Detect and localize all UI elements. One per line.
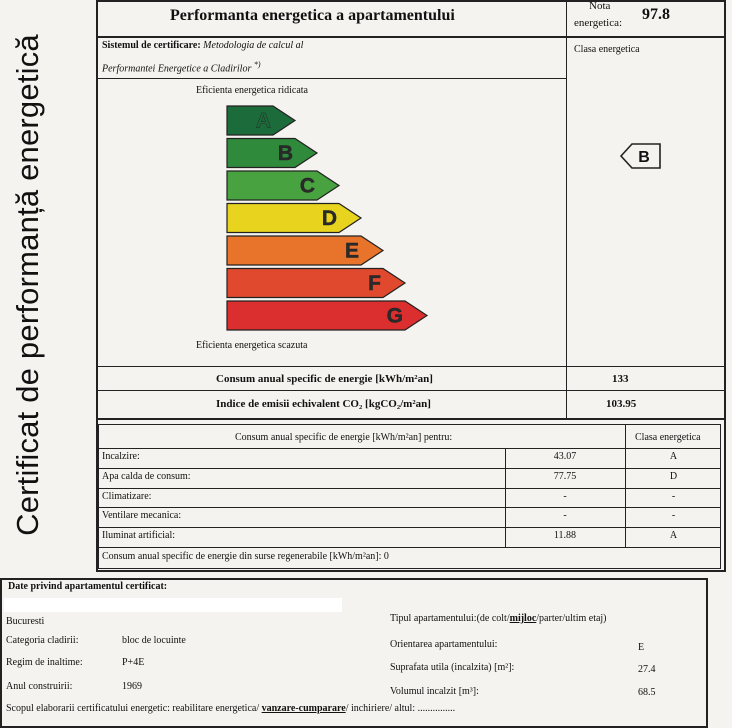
orientarea-value: E xyxy=(638,642,645,653)
system-text-1: Metodologia de calcul al xyxy=(203,40,304,51)
breakdown-row-line xyxy=(98,468,721,469)
breakdown-col-divider-1 xyxy=(505,448,506,547)
energy-bar-e xyxy=(227,236,383,265)
tip-selected: mijloc xyxy=(509,613,537,624)
breakdown-row-label: Ventilare mecanica: xyxy=(102,510,182,522)
scale-bottom-label: Eficienta energetica scazuta xyxy=(196,340,308,351)
breakdown-header-label: Consum anual specific de energie [kWh/m²an] pentru: xyxy=(235,432,453,443)
energy-bar-letter-c: C xyxy=(299,174,315,198)
regim-label: Regim de inaltime: xyxy=(6,657,83,668)
volumul-value: 68.5 xyxy=(638,687,656,698)
current-class-letter: B xyxy=(638,149,650,166)
system-line-1 xyxy=(102,40,303,51)
system-line-2 xyxy=(102,60,261,74)
redaction-bar xyxy=(4,598,342,612)
nota-value: 97.8 xyxy=(642,6,670,23)
categoria-label: Categoria cladirii: xyxy=(6,635,79,646)
regim-value: P+4E xyxy=(122,657,145,668)
breakdown-col-divider-2 xyxy=(625,424,626,547)
breakdown-row-value: - xyxy=(563,510,567,522)
breakdown-row-class: A xyxy=(669,530,678,542)
energy-bar-letter-e: E xyxy=(344,239,359,263)
breakdown-row-label: Incalzire: xyxy=(102,451,140,462)
breakdown-row-class: - xyxy=(671,510,676,522)
system-sup: *) xyxy=(253,60,261,69)
orientarea-label: Orientarea apartamentului: xyxy=(390,639,498,650)
breakdown-row-line xyxy=(98,448,721,449)
consum-label: Consum anual specific de energie [kWh/m²an] xyxy=(216,373,433,385)
suprafata-label: Suprafata utila (incalzita) [m²]: xyxy=(390,662,515,673)
city: Bucuresti xyxy=(6,616,45,627)
scop-selected: vanzare-cumparare xyxy=(261,703,346,714)
page-title: Performanta energetica a apartamentului xyxy=(170,7,455,24)
breakdown-row-value: 77.75 xyxy=(553,470,577,482)
volumul-label: Volumul incalzit [m³]: xyxy=(390,686,479,697)
breakdown-row-value: 43.07 xyxy=(553,451,577,462)
renewable-text: Consum anual specific de energie din surse regenerabile [kWh/m²an]: 0 xyxy=(102,551,389,562)
energy-bar-letter-g: G xyxy=(386,304,403,328)
scop-line xyxy=(6,703,455,714)
tip-rest: /parter/ultim etaj) xyxy=(536,613,607,624)
breakdown-row-class: - xyxy=(671,490,676,502)
breakdown-row-value: 11.88 xyxy=(553,530,577,542)
categoria-value: bloc de locuinte xyxy=(122,635,186,646)
nota-label: Nota xyxy=(589,0,611,12)
class-header: Clasa energetica xyxy=(574,44,640,55)
breakdown-row-label: Apa calda de consum: xyxy=(102,470,191,482)
scop-rest: / inchiriere/ altul: ............... xyxy=(345,703,456,714)
system-label: Sistemul de certificare: xyxy=(102,40,201,51)
anul-value: 1969 xyxy=(122,681,142,692)
energy-bar-b xyxy=(227,139,317,168)
breakdown-row-value: - xyxy=(563,490,567,502)
suprafata-value: 27.4 xyxy=(638,664,656,675)
side-title: Certificat de performanță energetică xyxy=(10,34,45,536)
nota-label-2: energetica: xyxy=(574,17,623,29)
breakdown-row-line xyxy=(98,507,721,508)
energy-bar-letter-d: D xyxy=(321,207,337,230)
breakdown-row-label: Iluminat artificial: xyxy=(102,530,176,542)
breakdown-row-label: Climatizare: xyxy=(102,490,152,502)
scop-label: Scopul elaborarii certificatului energetic: reabilitare energetica/ xyxy=(6,703,262,714)
energy-bar-letter-b: B xyxy=(277,142,293,165)
emisii-label: Indice de emisii echivalent CO₂ [kgCO₂/m²an] xyxy=(216,398,431,410)
emisii-value: 103.95 xyxy=(606,398,637,410)
tip-line xyxy=(390,613,607,624)
tip-label: Tipul apartamentului:(de colt/ xyxy=(390,613,510,624)
breakdown-row-line xyxy=(98,488,721,489)
anul-label: Anul construirii: xyxy=(6,681,73,692)
class-column-divider xyxy=(566,36,567,366)
breakdown-row-line xyxy=(98,527,721,528)
breakdown-row-class: A xyxy=(669,451,678,462)
system-text-2: Performantei Energetice a Cladirilor xyxy=(102,63,252,75)
apartment-section-title: Date privind apartamentul certificat: xyxy=(8,581,168,592)
energy-scale xyxy=(225,104,440,336)
scale-top-label: Eficienta energetica ridicata xyxy=(196,85,308,96)
breakdown-header-class: Clasa energetica xyxy=(635,432,701,443)
energy-bar-letter-a: A xyxy=(255,109,271,133)
energy-bar-d xyxy=(227,204,361,233)
consum-value: 133 xyxy=(612,373,629,385)
breakdown-row-line xyxy=(98,547,721,548)
current-class-pointer xyxy=(620,143,662,169)
breakdown-row-class: D xyxy=(669,470,678,482)
energy-bar-c xyxy=(227,171,339,200)
energy-bar-letter-f: F xyxy=(368,272,381,295)
system-divider xyxy=(96,78,566,79)
header-divider xyxy=(96,36,726,38)
